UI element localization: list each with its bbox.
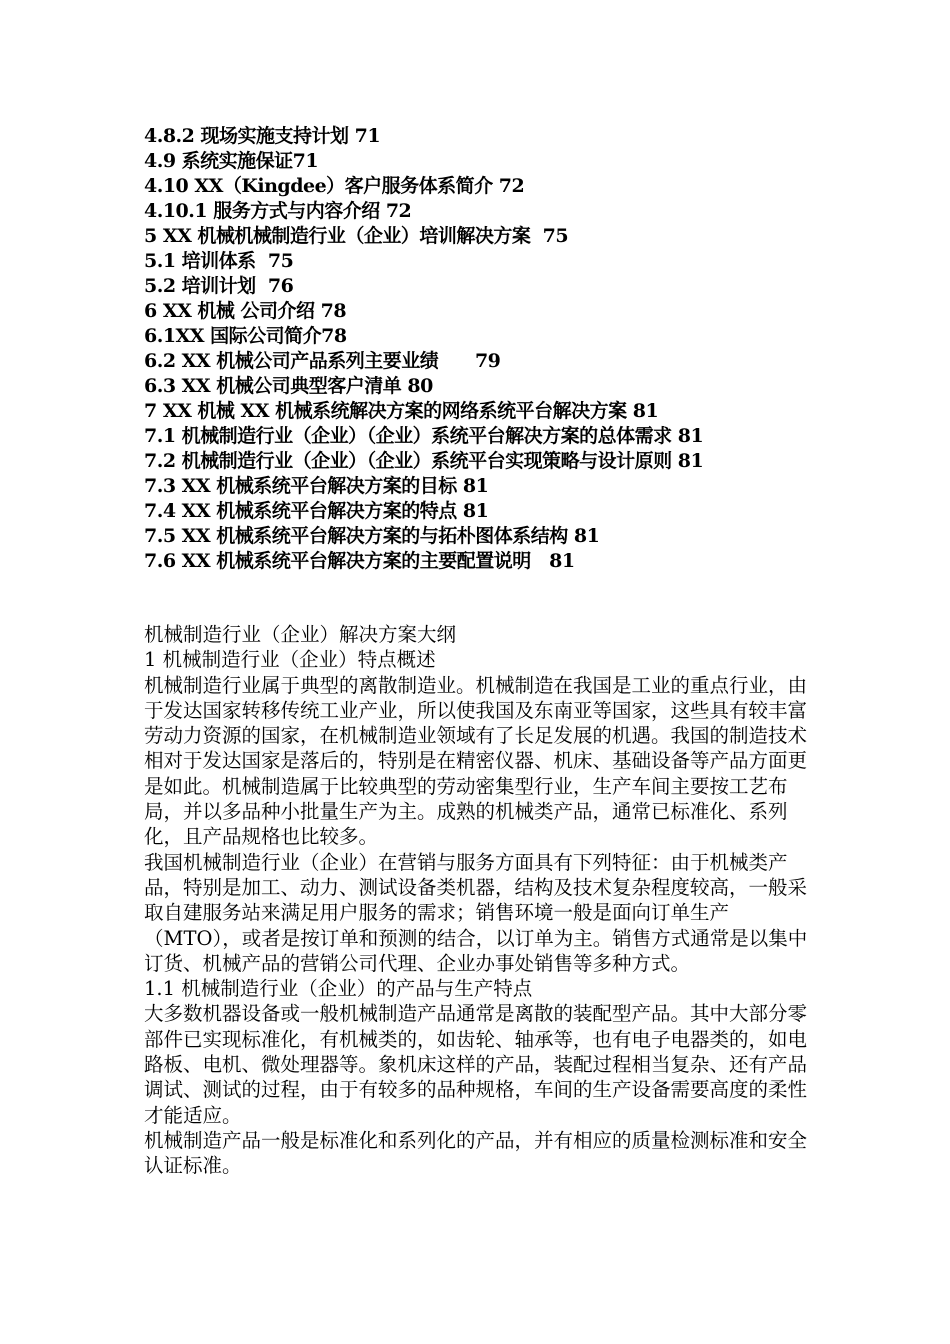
toc-entry: 4.8.2 现场实施支持计划 71	[144, 125, 381, 147]
toc-entry: 5.1 培训体系 75	[144, 250, 294, 272]
toc-entry: 5.2 培训计划 76	[144, 275, 294, 297]
toc-entry: 7.3 XX 机械系统平台解决方案的目标 81	[144, 475, 489, 497]
paragraph: 大多数机器设备或一般机械制造产品通常是离散的装配型产品。其中大部分零部件已实现标准化，有机械类的，如齿轮、轴承等，也有电子电器类的，如电路板、电机、微处理器等。象机床这样的产品，装配过程相当复杂、还有产品调试、测试的过程，由于有较多的品种规格，车间的生产设备需要高度的柔性才能适应。	[144, 1002, 808, 1127]
toc-entry: 7.2 机械制造行业（企业）（企业）系统平台实现策略与设计原则 81	[144, 450, 704, 472]
toc-entry: 7.6 XX 机械系统平台解决方案的主要配置说明 81	[144, 550, 575, 572]
paragraph: 我国机械制造行业（企业）在营销与服务方面具有下列特征：由于机械类产品，特别是加工、动力、测试设备类机器，结构及技术复杂程度较高，一般采取自建服务站来满足用户服务的需求；销售环境一般是面向订单生产（MTO），或者是按订单和预测的结合，以订单为主。销售方式通常是以集中订货、机械产品的营销公司代理、企业办事处销售等多种方式。	[144, 850, 808, 975]
document-body	[144, 622, 814, 1179]
toc-entry: 7.4 XX 机械系统平台解决方案的特点 81	[144, 500, 489, 522]
document-title: 机械制造行业（企业）解决方案大纲	[144, 623, 457, 646]
section-heading: 1 机械制造行业（企业）特点概述	[144, 648, 436, 672]
toc-entry: 6.1XX 国际公司简介78	[144, 325, 347, 347]
toc-entry: 4.9 系统实施保证71	[144, 150, 319, 172]
subsection-heading: 1.1 机械制造行业（企业）的产品与生产特点	[144, 977, 533, 1001]
paragraph: 机械制造行业属于典型的离散制造业。机械制造在我国是工业的重点行业，由于发达国家转移传统工业产业，所以使我国及东南亚等国家，这些具有较丰富劳动力资源的国家，在机械制造业领域有了长足发展的机遇。我国的制造技术相对于发达国家是落后的，特别是在精密仪器、机床、基础设备等产品方面更是如此。机械制造属于比较典型的劳动密集型行业，生产车间主要按工艺布局，并以多品种小批量生产为主。成熟的机械类产品，通常已标准化、系列化，且产品规格也比较多。	[144, 673, 808, 849]
toc-entry: 7 XX 机械 XX 机械系统解决方案的网络系统平台解决方案 81	[144, 400, 659, 422]
toc-entry: 6.3 XX 机械公司典型客户清单 80	[144, 375, 433, 397]
toc-entry: 7.5 XX 机械系统平台解决方案的与拓朴图体系结构 81	[144, 525, 600, 547]
toc-entry: 6 XX 机械 公司介绍 78	[144, 300, 347, 322]
toc-entry: 5 XX 机械机械制造行业（企业）培训解决方案 75	[144, 225, 569, 247]
toc-entry: 4.10 XX（Kingdee）客户服务体系简介 72	[144, 175, 525, 197]
table-of-contents	[144, 124, 824, 574]
toc-entry: 7.1 机械制造行业（企业）（企业）系统平台解决方案的总体需求 81	[144, 425, 704, 447]
toc-entry: 6.2 XX 机械公司产品系列主要业绩 79	[144, 350, 501, 372]
toc-entry: 4.10.1 服务方式与内容介绍 72	[144, 200, 412, 222]
paragraph: 机械制造产品一般是标准化和系列化的产品，并有相应的质量检测标准和安全认证标准。	[144, 1128, 808, 1178]
